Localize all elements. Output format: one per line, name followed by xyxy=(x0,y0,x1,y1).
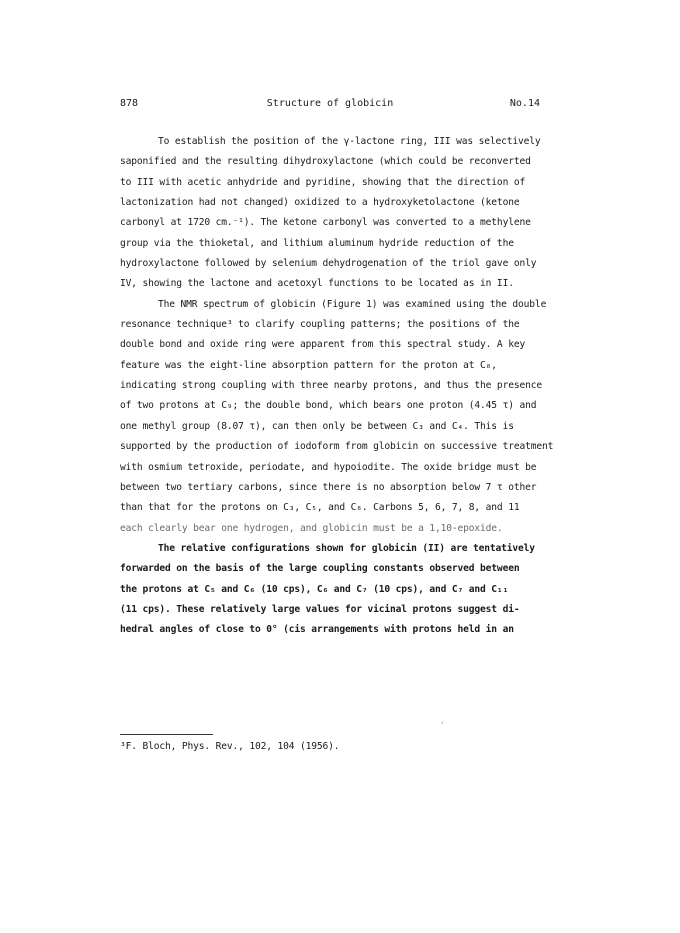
text-line: than that for the protons on C₃, C₅, and C₈. Carbons 5, 6, 7, 8, and 11 xyxy=(120,502,520,514)
text-line: supported by the production of iodoform from globicin on successive treatment xyxy=(120,441,554,453)
text-line: To establish the position of the γ-lactone ring, III was selectively xyxy=(158,136,541,147)
text-line: hydroxylactone followed by selenium dehydrogenation of the triol gave only xyxy=(120,258,537,270)
stray-mark: , xyxy=(440,716,445,725)
text-line: (11 cps). These relatively large values for vicinal protons suggest di- xyxy=(120,603,520,615)
text-line: saponified and the resulting dihydroxylactone (which could be reconverted xyxy=(120,156,531,168)
text-line: of two protons at C₉; the double bond, which bears one proton (4.45 τ) and xyxy=(120,400,537,412)
footnote-rule xyxy=(120,734,213,735)
text-line: lactonization had not changed) oxidized to a hydroxyketolactone (ketone xyxy=(120,197,520,209)
text-line: group via the thioketal, and lithium aluminum hydride reduction of the xyxy=(120,237,514,249)
text-line: forwarded on the basis of the large coupling constants observed between xyxy=(120,563,520,575)
text-line: IV, showing the lactone and acetoxyl functions to be located as in II. xyxy=(120,278,514,290)
page-number: 878 xyxy=(120,98,139,109)
text-line: feature was the eight-line absorption pattern for the proton at C₈, xyxy=(120,359,497,371)
text-line: between two tertiary carbons, since there is no absorption below 7 τ other xyxy=(120,481,537,493)
text-line: The relative configurations shown for globicin (II) are tentatively xyxy=(158,542,535,554)
text-line: with osmium tetroxide, periodate, and hypoiodite. The oxide bridge must be xyxy=(120,461,537,473)
text-line: carbonyl at 1720 cm.⁻¹). The ketone carbonyl was converted to a methylene xyxy=(120,217,531,229)
issue-number: No.14 xyxy=(509,98,540,109)
footnote: ³F. Bloch, Phys. Rev., 102, 104 (1956). xyxy=(120,741,340,752)
page-header xyxy=(120,97,540,111)
running-title: Structure of globicin xyxy=(266,98,394,109)
text-line: hedral angles of close to 0° (cis arrangements with protons held in an xyxy=(120,624,514,636)
text-line: to III with acetic anhydride and pyridine, showing that the direction of xyxy=(120,176,526,188)
text-line: each clearly bear one hydrogen, and globicin must be a 1,10-epoxide. xyxy=(120,522,503,534)
text-line: indicating strong coupling with three nearby protons, and thus the presence xyxy=(120,380,542,392)
body-text xyxy=(120,132,554,641)
text-line: The NMR spectrum of globicin (Figure 1) was examined using the double xyxy=(158,298,547,310)
text-line: the protons at C₅ and C₆ (10 cps), C₆ and C₇ (10 cps), and C₇ and C₁₁ xyxy=(120,583,509,595)
text-line: double bond and oxide ring were apparent from this spectral study. A key xyxy=(120,339,526,351)
text-line: one methyl group (8.07 τ), can then only be between C₃ and C₄. This is xyxy=(120,420,514,432)
text-line: resonance technique³ to clarify coupling patterns; the positions of the xyxy=(120,319,520,331)
